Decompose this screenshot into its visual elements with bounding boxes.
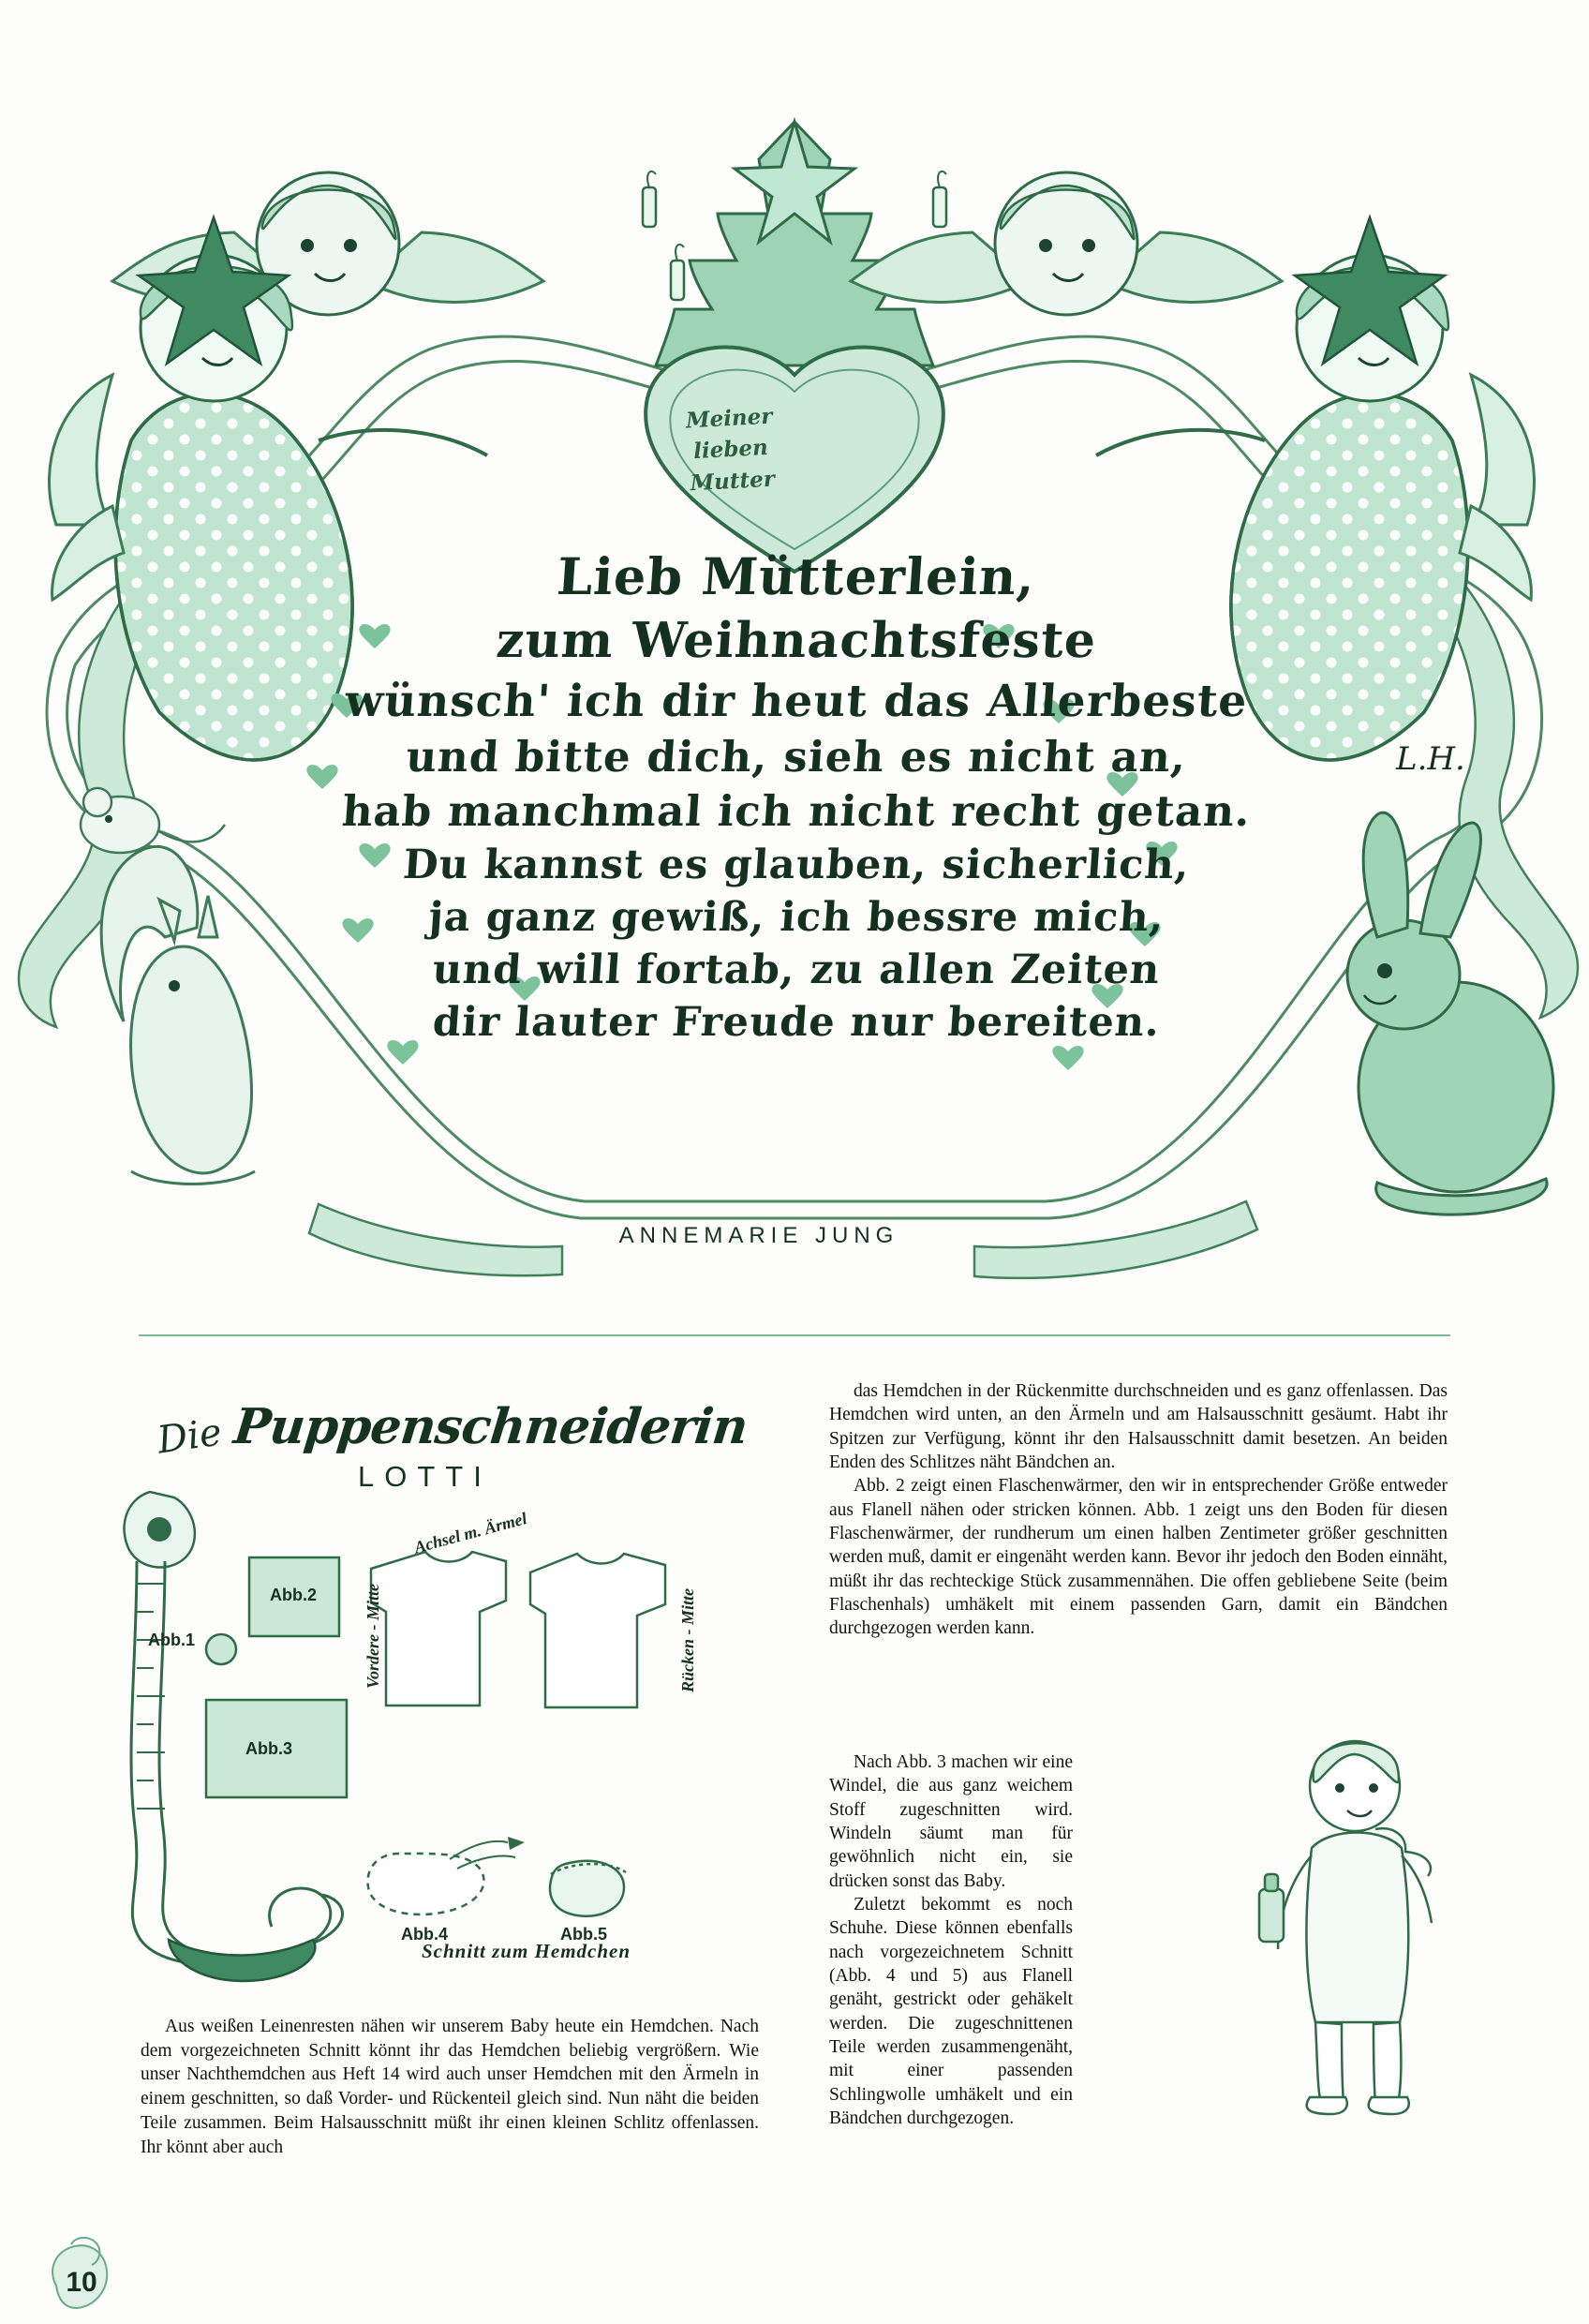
label-achsel-aermel: Achsel m. Ärmel [412,1509,529,1557]
sewing-pattern-diagram [112,1471,806,2005]
article-column-narrow [829,1750,1073,2131]
mouse-icon [81,788,225,853]
ornament-line-2: lieben [692,435,769,465]
poem-line-8: und will fortab, zu allen Zeiten [431,946,1163,993]
label-abb5: Abb.5 [560,1925,608,1944]
label-abb2: Abb.2 [270,1586,318,1604]
paragraph-bottom-1: Aus weißen Leinenresten nähen wir unserem Baby heute ein Hemdchen. Nach dem vorgezeichneten Schnitt könnt ihr das Hemdchen beliebig vergrößern. Wie unser Nachthemdchen aus Heft 14 wird auch unser Hemdchen mit den Ärmeln in einem geschnitten, so daß Vorder- und Rückenteil gleich sind. Nun näht die beiden Teile zusammen. Beim Halsausschnitt müßt ihr einen kleinen Schlitz offenlassen. Ihr könnt aber auch [141,2017,759,2157]
label-ruecken-mitte: Rücken - Mitte [678,1588,697,1692]
masthead-title: Puppenschneiderin [230,1398,750,1455]
page-number [49,2254,114,2312]
heart-decorations [306,624,1177,1070]
paragraph-right-2: Abb. 2 zeigt einen Flaschenwärmer, den wir in entsprechender Größe entweder aus Flanell nähen oder stricken können. Abb. 1 zeigt uns den Boden für diesen Flaschenwärmer, der rundherum um einen halben Zentimeter größer geschnitten werden muß, damit er eingenäht werden kann. Bevor ihr jedoch den Boden einnäht, müßt ihr das rechteckige Stück zusammennähen. Die offen gebliebene Seite (beim Flaschenhals) umhäkelt mit einem passenden Garn, damit ein Bändchen durchgezogen werden kann. [829,1476,1448,1639]
artist-initials: L.H. [1396,740,1465,778]
pattern-piece-back [530,1554,665,1707]
ornament-line-3: Mutter [689,466,776,496]
poem-line-3: wünsch' ich dir heut das Allerbeste [343,675,1250,727]
label-abb1: Abb.1 [148,1631,196,1649]
shape-abb5 [550,1861,626,1916]
christmas-tree-icon [643,122,946,365]
masthead-subtitle: LOTTI [358,1460,492,1493]
heart-ornament-inscription [621,397,841,502]
section-divider [139,1334,1450,1336]
poem-line-5: hab manchmal ich nicht recht getan. [340,786,1253,837]
article-section [0,1359,1589,2324]
artist-credit: ANNEMARIE JUNG [618,1223,899,1248]
poem-line-1: Lieb Mütterlein, [555,546,1038,606]
page-number-text: 10 [66,2267,97,2298]
paragraph-narrow-1: Nach Abb. 3 machen wir eine Windel, die aus ganz weichem Stoff zugeschnitten wird. Windeln säumt man für gewöhnlich nicht ein, sie drücken sonst das Baby. [829,1752,1073,1891]
poem-line-7: ja ganz gewiß, ich bessre mich, [426,893,1166,941]
poem-line-6: Du kannst es glauben, sicherlich, [401,841,1192,888]
paragraph-narrow-2: Zuletzt bekommt es noch Schuhe. Diese können ebenfalls nach vorgezeichnetem Schnitt (Abb. 4 und 5) aus Flanell genäht, gestrickt oder gehäkelt werden. Die zugeschnittenen Teile werden zusammengenäht, mit einer passenden Schlingwolle umhäkelt und ein Bändchen durchgezogen. [829,1895,1073,2129]
label-abb4: Abb.4 [401,1925,449,1944]
article-column-bottom [141,2015,759,2159]
squirrel-icon [101,846,255,1184]
poem-line-4: und bitte dich, sieh es nicht an, [404,731,1189,782]
masthead-die: Die [155,1410,225,1463]
pattern-piece-front [371,1552,506,1706]
poem-line-2: zum Weihnachtsfeste [494,612,1099,670]
diagram-caption: Schnitt zum Hemdchen [422,1940,631,1962]
ornament-line-1: Meiner [685,403,774,434]
label-vordere-mitte: Vordere - Mitte [364,1584,382,1689]
shape-abb4 [367,1837,525,1914]
pattern-artwork [112,1471,806,2005]
label-abb3: Abb.3 [245,1739,293,1758]
angel-head-right [851,172,1282,315]
paragraph-right-1: das Hemdchen in der Rückenmitte durchschneiden und es ganz offenlassen. Das Hemdchen wird unten, an den Ärmeln und am Halsausschnitt gesäumt. Habt ihr Spitzen zur Verfügung, könnt ihr den Halsausschnitt damit besetzen. An beiden Enden des Schlitzes näht Bändchen an. [829,1381,1448,1473]
article-column-right [829,1379,1448,1641]
poem-line-9: dir lauter Freude nur bereiten. [431,998,1162,1046]
shape-abb1 [206,1634,236,1664]
child-with-bottle-illustration [1199,1724,1480,2118]
